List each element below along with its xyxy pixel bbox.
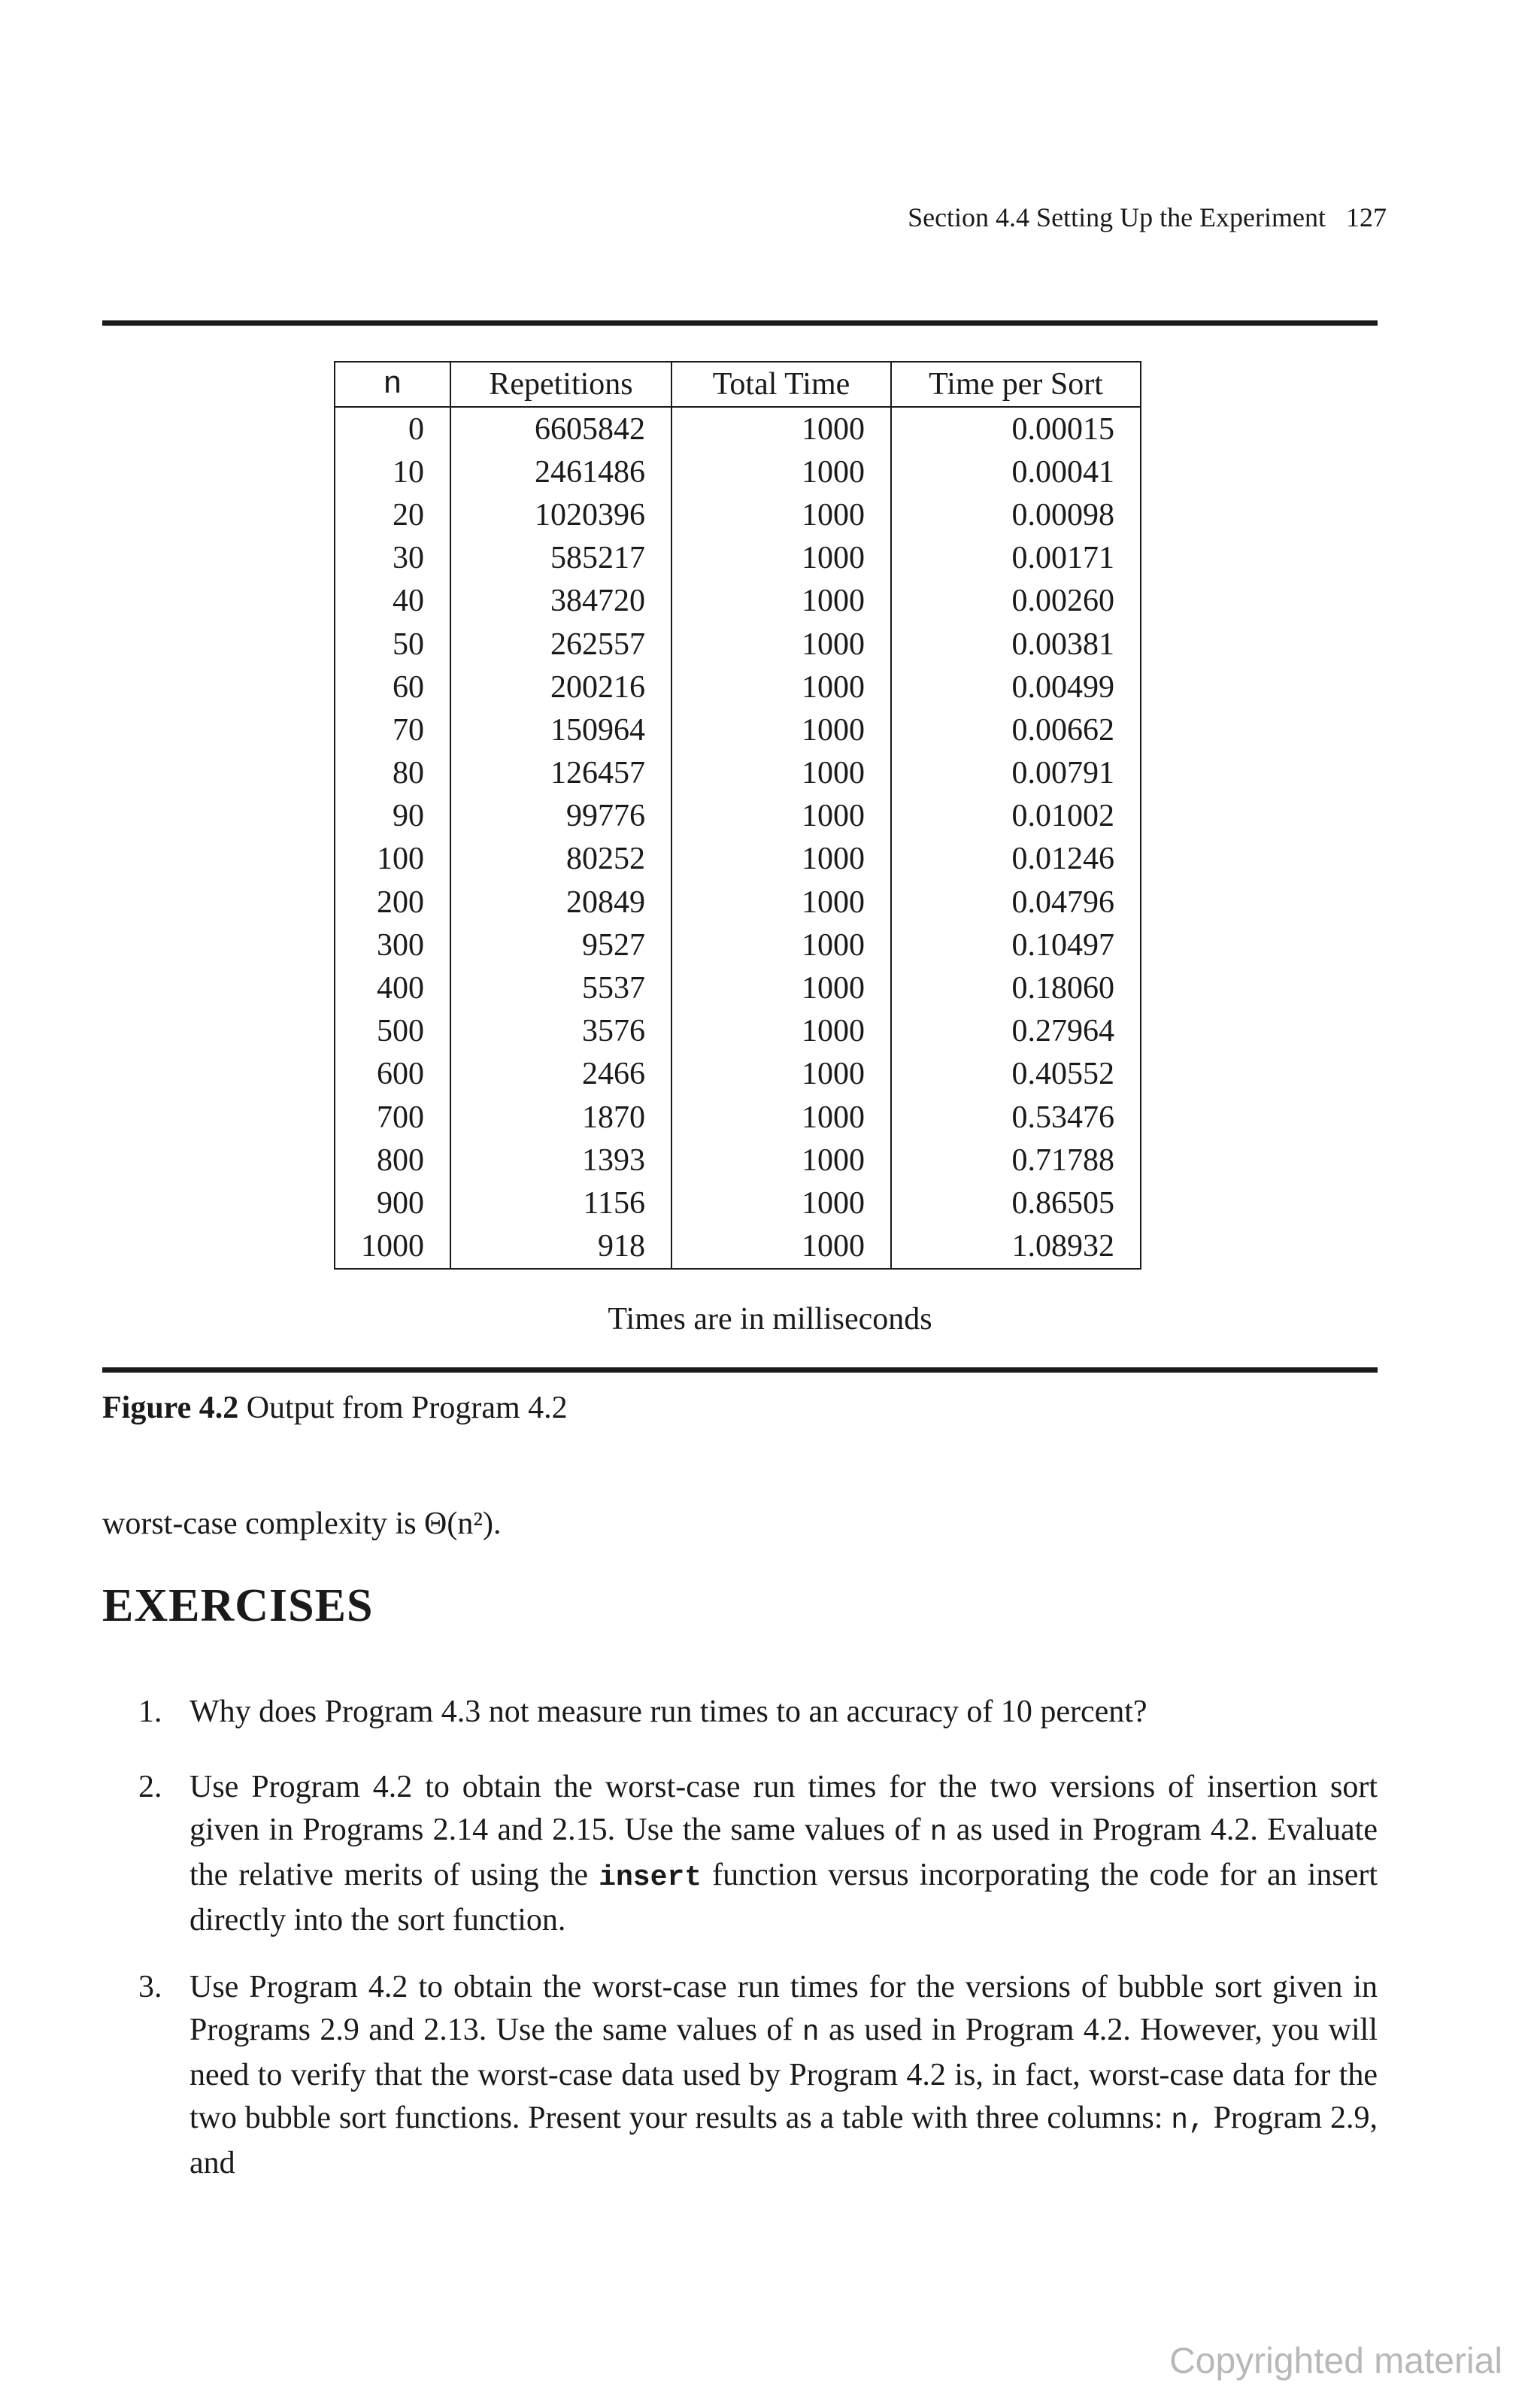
exercise-item bbox=[138, 1966, 1378, 2185]
cell-repetitions: 1393 bbox=[450, 1139, 671, 1182]
exercise-number: 3. bbox=[138, 1970, 162, 2004]
table-row bbox=[335, 407, 1141, 451]
cell-n: 300 bbox=[335, 924, 450, 966]
table-row bbox=[335, 708, 1141, 751]
cell-time-per-sort: 0.27964 bbox=[891, 1010, 1141, 1053]
cell-total-time: 1000 bbox=[671, 623, 891, 666]
table-row bbox=[335, 924, 1141, 966]
cell-time-per-sort: 0.00171 bbox=[891, 537, 1141, 580]
cell-repetitions: 1156 bbox=[450, 1182, 671, 1224]
table-row bbox=[335, 1225, 1141, 1269]
column-header-time-per-sort: Time per Sort bbox=[891, 362, 1141, 407]
cell-repetitions: 1870 bbox=[450, 1096, 671, 1139]
exercise-number: 2. bbox=[138, 1770, 162, 1804]
table-row bbox=[335, 493, 1141, 536]
cell-total-time: 1000 bbox=[671, 1053, 891, 1096]
column-header-n: n bbox=[335, 362, 450, 407]
cell-repetitions: 80252 bbox=[450, 838, 671, 881]
running-header bbox=[908, 202, 1387, 233]
figure-bottom-rule bbox=[102, 1367, 1378, 1373]
figure-title: Output from Program 4.2 bbox=[246, 1391, 568, 1425]
body-text: worst-case complexity is Θ(n²). bbox=[102, 1506, 502, 1541]
cell-total-time: 1000 bbox=[671, 1096, 891, 1139]
cell-total-time: 1000 bbox=[671, 881, 891, 924]
cell-total-time: 1000 bbox=[671, 1182, 891, 1224]
cell-n: 400 bbox=[335, 966, 450, 1009]
figure-label: Figure 4.2 bbox=[102, 1391, 239, 1425]
exercise-number: 1. bbox=[138, 1695, 162, 1729]
cell-total-time: 1000 bbox=[671, 451, 891, 493]
cell-n: 0 bbox=[335, 407, 450, 451]
exercise-text-part: Use Program 4.2 to obtain the worst-case run times for the two versions of insertion sort given in Programs 2.14 and 2.15. Use the same values of bbox=[189, 1770, 1378, 1847]
cell-n: 10 bbox=[335, 451, 450, 493]
cell-total-time: 1000 bbox=[671, 708, 891, 751]
cell-time-per-sort: 0.53476 bbox=[891, 1096, 1141, 1139]
cell-time-per-sort: 1.08932 bbox=[891, 1225, 1141, 1269]
cell-repetitions: 384720 bbox=[450, 580, 671, 623]
cell-n: 30 bbox=[335, 537, 450, 580]
exercise-text-part: function versus incorporating the code for an insert directly into the sort function. bbox=[189, 1858, 1378, 1937]
cell-time-per-sort: 0.00791 bbox=[891, 752, 1141, 795]
cell-time-per-sort: 0.86505 bbox=[891, 1182, 1141, 1224]
exercise-text bbox=[189, 1966, 1378, 2185]
exercise-text: Why does Program 4.3 not measure run times to an accuracy of 10 percent? bbox=[189, 1695, 1147, 1729]
table-row bbox=[335, 1010, 1141, 1053]
table-row bbox=[335, 666, 1141, 708]
code-n: n, bbox=[1171, 2104, 1205, 2137]
cell-total-time: 1000 bbox=[671, 924, 891, 966]
cell-time-per-sort: 0.18060 bbox=[891, 966, 1141, 1009]
cell-n: 80 bbox=[335, 752, 450, 795]
cell-total-time: 1000 bbox=[671, 1225, 891, 1269]
figure-top-rule bbox=[102, 320, 1378, 326]
code-insert: insert bbox=[599, 1861, 702, 1894]
exercise-text-part: Program 2.9, and bbox=[189, 2101, 1378, 2180]
column-header-repetitions: Repetitions bbox=[450, 362, 671, 407]
cell-total-time: 1000 bbox=[671, 966, 891, 1009]
cell-total-time: 1000 bbox=[671, 795, 891, 838]
cell-n: 800 bbox=[335, 1139, 450, 1182]
cell-n: 100 bbox=[335, 838, 450, 881]
code-n: n bbox=[929, 1816, 947, 1849]
cell-time-per-sort: 0.00041 bbox=[891, 451, 1141, 493]
table-row bbox=[335, 966, 1141, 1009]
cell-repetitions: 200216 bbox=[450, 666, 671, 708]
cell-repetitions: 126457 bbox=[450, 752, 671, 795]
cell-n: 20 bbox=[335, 493, 450, 536]
exercises-heading: EXERCISES bbox=[102, 1580, 374, 1631]
cell-n: 1000 bbox=[335, 1225, 450, 1269]
cell-n: 50 bbox=[335, 623, 450, 666]
cell-n: 70 bbox=[335, 708, 450, 751]
cell-time-per-sort: 0.00098 bbox=[891, 493, 1141, 536]
cell-n: 500 bbox=[335, 1010, 450, 1053]
cell-total-time: 1000 bbox=[671, 1139, 891, 1182]
cell-n: 200 bbox=[335, 881, 450, 924]
table-body bbox=[335, 407, 1141, 1269]
cell-time-per-sort: 0.40552 bbox=[891, 1053, 1141, 1096]
table-row bbox=[335, 451, 1141, 493]
cell-repetitions: 262557 bbox=[450, 623, 671, 666]
cell-time-per-sort: 0.00260 bbox=[891, 580, 1141, 623]
exercise-item bbox=[138, 1691, 1378, 1734]
timing-table bbox=[334, 361, 1141, 1270]
exercise-item bbox=[138, 1766, 1378, 1942]
cell-repetitions: 20849 bbox=[450, 881, 671, 924]
cell-repetitions: 918 bbox=[450, 1225, 671, 1269]
cell-n: 700 bbox=[335, 1096, 450, 1139]
cell-total-time: 1000 bbox=[671, 493, 891, 536]
table-row bbox=[335, 795, 1141, 838]
cell-repetitions: 6605842 bbox=[450, 407, 671, 451]
cell-n: 90 bbox=[335, 795, 450, 838]
cell-total-time: 1000 bbox=[671, 752, 891, 795]
exercise-text-part: as used in Program 4.2. However, you will need to verify that the worst-case data used by Program 4.2 is, in fact, worst-case data for the two bubble sort functions. Present your results as a table with three columns: bbox=[189, 2013, 1378, 2135]
cell-total-time: 1000 bbox=[671, 537, 891, 580]
cell-total-time: 1000 bbox=[671, 666, 891, 708]
cell-total-time: 1000 bbox=[671, 1010, 891, 1053]
exercise-text-part: as used in Program 4.2. Evaluate the relative merits of using the bbox=[189, 1813, 1378, 1892]
cell-time-per-sort: 0.00662 bbox=[891, 708, 1141, 751]
table-row bbox=[335, 838, 1141, 881]
cell-repetitions: 99776 bbox=[450, 795, 671, 838]
exercise-text-part: Use Program 4.2 to obtain the worst-case run times for the versions of bubble sort given in Programs 2.9 and 2.13. Use the same values of bbox=[189, 1970, 1378, 2047]
cell-repetitions: 2461486 bbox=[450, 451, 671, 493]
cell-time-per-sort: 0.10497 bbox=[891, 924, 1141, 966]
cell-repetitions: 150964 bbox=[450, 708, 671, 751]
table-row bbox=[335, 580, 1141, 623]
table-row bbox=[335, 1096, 1141, 1139]
table-row bbox=[335, 1053, 1141, 1096]
cell-repetitions: 2466 bbox=[450, 1053, 671, 1096]
exercise-text bbox=[189, 1766, 1378, 1942]
cell-repetitions: 585217 bbox=[450, 537, 671, 580]
cell-time-per-sort: 0.00499 bbox=[891, 666, 1141, 708]
cell-n: 600 bbox=[335, 1053, 450, 1096]
figure-caption bbox=[102, 1390, 568, 1426]
cell-total-time: 1000 bbox=[671, 580, 891, 623]
section-title: Section 4.4 Setting Up the Experiment bbox=[908, 202, 1326, 232]
cell-time-per-sort: 0.01246 bbox=[891, 838, 1141, 881]
cell-time-per-sort: 0.71788 bbox=[891, 1139, 1141, 1182]
cell-n: 40 bbox=[335, 580, 450, 623]
table-row bbox=[335, 623, 1141, 666]
cell-repetitions: 3576 bbox=[450, 1010, 671, 1053]
cell-n: 900 bbox=[335, 1182, 450, 1224]
column-header-total-time: Total Time bbox=[671, 362, 891, 407]
page-number: 127 bbox=[1346, 202, 1387, 232]
table-row bbox=[335, 752, 1141, 795]
table-row bbox=[335, 881, 1141, 924]
cell-time-per-sort: 0.00015 bbox=[891, 407, 1141, 451]
code-n: n bbox=[802, 2016, 820, 2049]
cell-total-time: 1000 bbox=[671, 407, 891, 451]
cell-total-time: 1000 bbox=[671, 838, 891, 881]
table-row bbox=[335, 1139, 1141, 1182]
cell-time-per-sort: 0.04796 bbox=[891, 881, 1141, 924]
cell-repetitions: 5537 bbox=[450, 966, 671, 1009]
cell-repetitions: 9527 bbox=[450, 924, 671, 966]
copyright-watermark: Copyrighted material bbox=[1169, 2341, 1502, 2381]
cell-repetitions: 1020396 bbox=[450, 493, 671, 536]
table-header-row bbox=[335, 362, 1141, 407]
cell-time-per-sort: 0.00381 bbox=[891, 623, 1141, 666]
table-note: Times are in milliseconds bbox=[608, 1302, 932, 1337]
table-row bbox=[335, 537, 1141, 580]
cell-n: 60 bbox=[335, 666, 450, 708]
table-row bbox=[335, 1182, 1141, 1224]
cell-time-per-sort: 0.01002 bbox=[891, 795, 1141, 838]
